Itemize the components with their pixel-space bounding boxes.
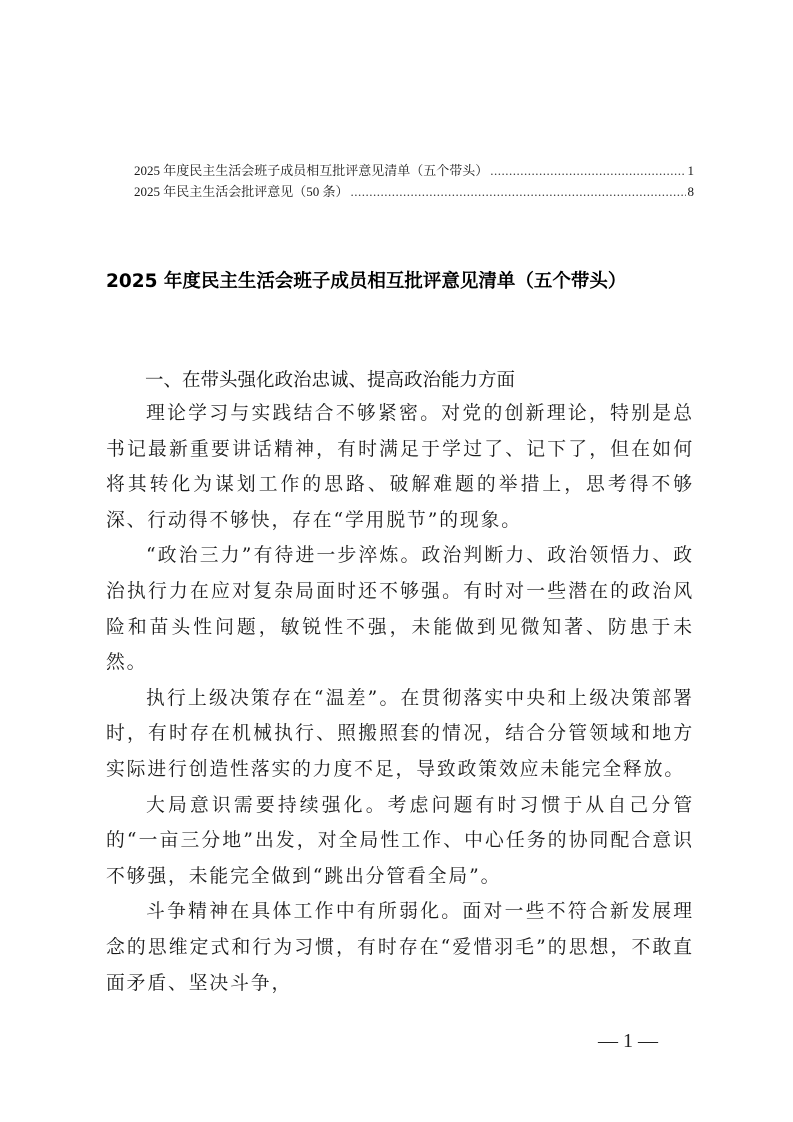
toc-entry-title[interactable]: 2025 年度民主生活会班子成员相互批评意见清单（五个带头） [134,163,489,178]
paragraph: 斗争精神在具体工作中有所弱化。面对一些不符合新发展理念的思维定式和行为习惯，有时存在“爱惜羽毛”的思想，不敢直面矛盾、坚决斗争， [106,901,694,994]
toc-entry[interactable] [134,181,694,202]
paragraph: 大局意识需要持续强化。考虑问题有时习惯于从自己分管的“一亩三分地”出发，对全局性工作、中心任务的协同配合意识不够强，未能完全做到“跳出分管看全局”。 [106,794,694,887]
toc-entry-page[interactable]: 1 [687,163,694,178]
toc-entry-title[interactable]: 2025 年民主生活会批评意见（50 条） [134,184,349,199]
document-title: 2025 年度民主生活会班子成员相互批评意见清单（五个带头） [106,271,627,292]
section-heading: 一、在带头强化政治忠诚、提高政治能力方面 [145,370,516,391]
toc-dot-leader [351,181,686,202]
paragraph: 理论学习与实践结合不够紧密。对党的创新理论，特别是总书记最新重要讲话精神，有时满足于学过了、记下了，但在如何将其转化为谋划工作的思路、破解难题的举措上，思考得不够深、行动得不够快，存在“学用脱节”的现象。 [106,403,694,531]
toc-dot-leader [490,160,685,181]
toc-entry-page[interactable]: 8 [687,184,694,199]
page-number: — 1 — [598,1030,658,1052]
table-of-contents [134,160,694,202]
paragraph: 执行上级决策存在“温差”。在贯彻落实中央和上级决策部署时，有时存在机械执行、照搬照套的情况，结合分管领域和地方实际进行创造性落实的力度不足，导致政策效应未能完全释放。 [106,687,694,780]
document-body [106,396,694,1001]
paragraph: “政治三力”有待进一步淬炼。政治判断力、政治领悟力、政治执行力在应对复杂局面时还不够强。有时对一些潜在的政治风险和苗头性问题，敏锐性不强，未能做到见微知著、防患于未然。 [106,545,694,674]
toc-entry[interactable] [134,160,694,181]
